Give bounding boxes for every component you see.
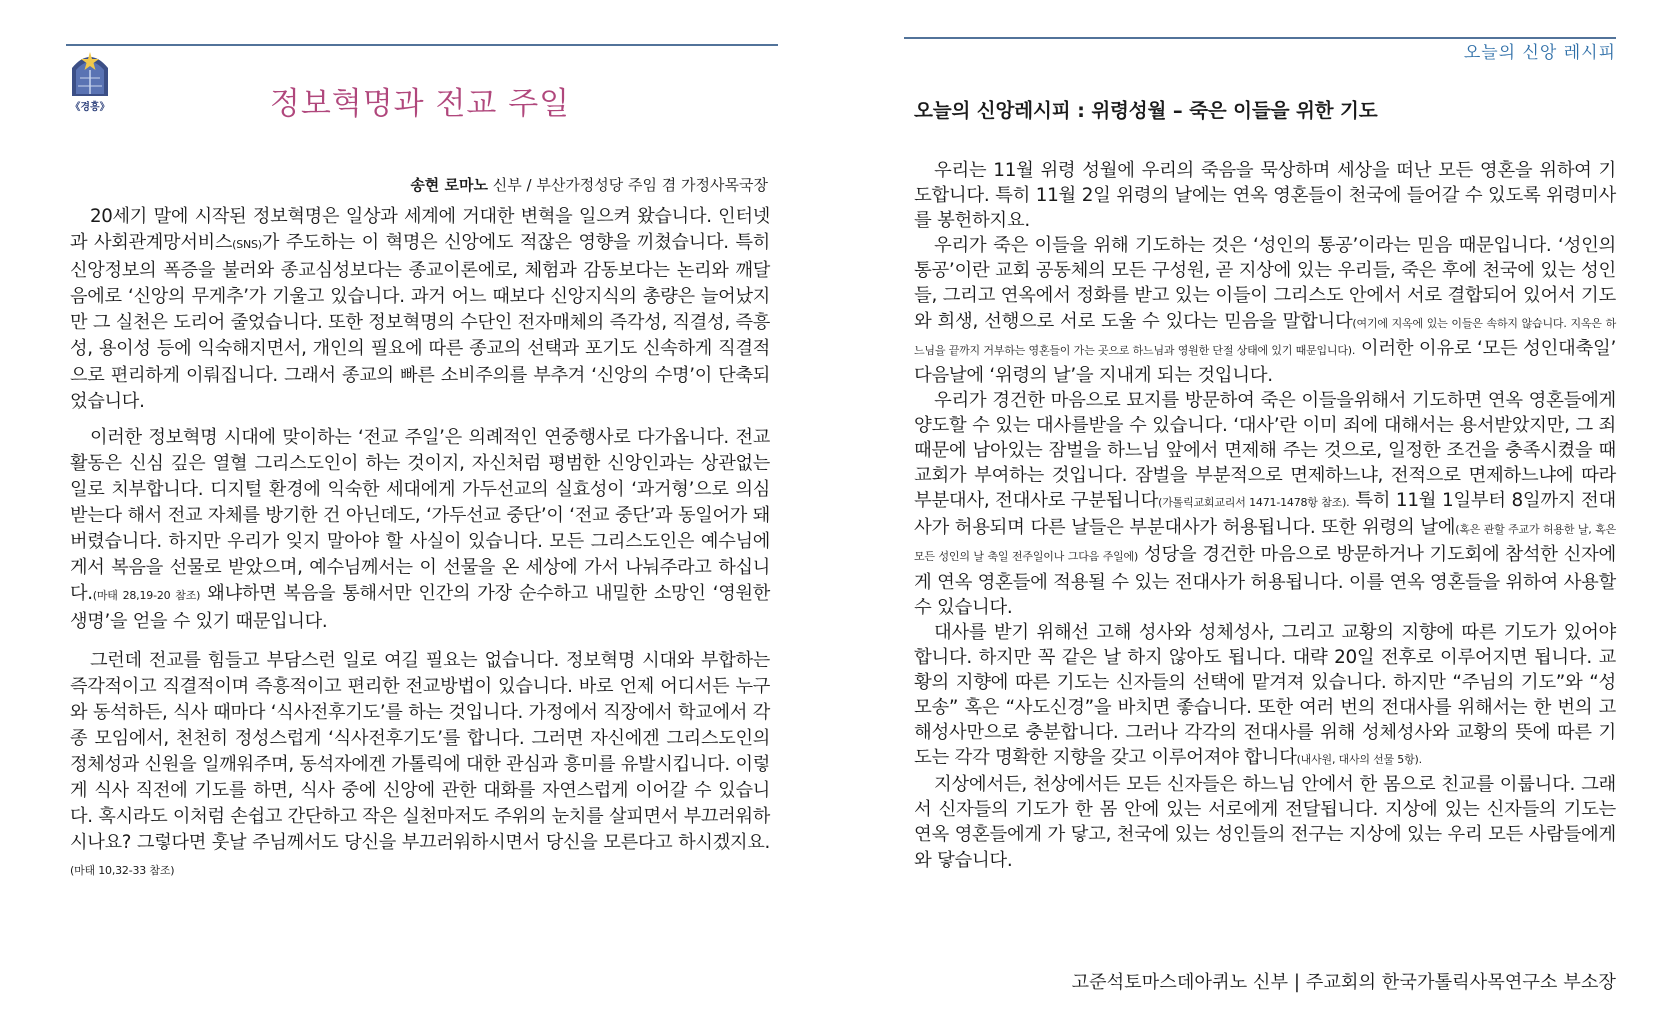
article-body-left xyxy=(70,204,770,894)
page-title: 정보혁명과 전교 주일 xyxy=(269,86,571,122)
paragraph-text: 특히 11월 1일부터 8일까지 전대사가 허용되며 다른 날들은 부분대사가 허용됩니다. 또한 위령의 날에 xyxy=(914,490,1616,539)
parish-logo-icon xyxy=(68,48,112,118)
left-page xyxy=(0,0,830,1020)
paragraph xyxy=(914,388,1616,620)
author-line: 고준석토마스데아퀴노 신부 | 주교회의 한국가톨릭사목연구소 부소장 xyxy=(1071,972,1616,993)
citation: (혹은 관할 주교가 허용한 날, 혹은 모든 성인의 날 축일 전주일이나 그다음 주일에) xyxy=(914,523,1616,564)
paragraph xyxy=(70,648,770,885)
citation: (마태 28,19-20 참조) xyxy=(92,589,201,603)
paragraph: 지상에서든, 천상에서든 모든 신자들은 하느님 안에서 한 몸으로 친교를 이룹니다. 그래서 신자들의 기도가 한 몸 안에 있는 서로에게 전달됩니다. 지상에 있는 신자들의 기도는 연옥 영혼들에게 가 닿고, 천국에 있는 성인들의 전구는 지상에 있는 우리 모든 사람들에게 와 닿습니다. xyxy=(914,774,1616,871)
citation: (가톨릭교회교리서 1471-1478항 참조). xyxy=(1158,496,1350,510)
paragraph-text: 그런데 전교를 힘들고 부담스런 일로 여길 필요는 없습니다. 정보혁명 시대와 부합하는 즉각적이고 직결적이며 즉흥적이고 편리한 전교방법이 있습니다. 바로 언제 어디서든 누구와 동석하든, 식사 때마다 ‘식사전후기도’를 하는 것입니다. 가정에서 직장에서 학교에서 각종 모임에서, 천천히 정성스럽게 ‘식사전후기도’를 합니다. 그러면 자신에겐 그리스도인의 정체성과 신원을 일깨워주며, 동석자에겐 가톨릭에 대한 관심과 흥미를 유발시킵니다. 이렇게 식사 직전에 기도를 하면, 식사 중에 신앙에 관한 대화를 자연스럽게 이어갈 수 있습니다. 혹시라도 이처럼 손쉽고 간단하고 작은 실천마저도 주위의 눈치를 살피면서 부끄러워하시나요? 그렇다면 훗날 주님께서도 당신을 부끄러워하시면서 당신을 모른다고 하시겠지요. xyxy=(70,649,770,854)
paragraph xyxy=(70,204,770,415)
right-page xyxy=(840,0,1680,1020)
paragraph: 우리는 11월 위령 성월에 우리의 죽음을 묵상하며 세상을 떠난 모든 영혼을 위하여 기도합니다. 특히 11월 2일 위령의 날에는 연옥 영혼들이 천국에 들어갈 수 있도록 위령미사를 봉헌하지요. xyxy=(914,160,1616,232)
citation: (여기에 지옥에 있는 이들은 속하지 않습니다. 지옥은 하느님을 끝까지 거부하는 영혼들이 가는 곳으로 하느님과 영원한 단절 상태에 있기 때문입니다). xyxy=(914,316,1616,357)
top-rule xyxy=(66,44,778,46)
inline-note: (SNS) xyxy=(232,238,262,252)
article-heading: 오늘의 신앙레시피 : 위령성월 – 죽은 이들을 위한 기도 xyxy=(914,99,1378,122)
article-body-right xyxy=(914,158,1616,873)
running-head: 오늘의 신앙 레시피 xyxy=(1463,43,1616,63)
paragraph-text: 성당을 경건한 마음으로 방문하거나 기도회에 참석한 신자에게 연옥 영혼들에 적용될 수 있는 전대사가 허용됩니다. 이를 연옥 영혼들을 위하여 사용할 수 있습니다. xyxy=(914,544,1616,618)
paragraph-text: 가 주도하는 이 혁명은 신앙에도 적잖은 영향을 끼쳤습니다. 특히 신앙정보의 폭증을 불러와 종교심성보다는 종교이론에로, 체험과 감동보다는 논리와 깨달음에로 ‘신앙의 무게추’가 기울고 있습니다. 과거 어느 때보다 신앙지식의 총량은 늘어났지만 그 실천은 도리어 줄었습니다. 또한 정보혁명의 수단인 전자매체의 즉각성, 직결성, 즉흥성, 용이성 등에 익숙해지면서, 개인의 필요에 따른 종교의 선택과 포기도 신속하게 직결적으로 편리하게 이뤄집니다. 그래서 종교의 빠른 소비주의를 부추겨 ‘신앙의 수명’이 단축되었습니다. xyxy=(70,232,770,412)
paragraph xyxy=(914,620,1616,773)
paragraph-text: 왜냐하면 복음을 통해서만 인간의 가장 순수하고 내밀한 소망인 ‘영원한 생명’을 얻을 수 있기 때문입니다. xyxy=(70,583,770,633)
paragraph xyxy=(70,425,770,636)
paragraph-text: 이러한 정보혁명 시대에 맞이하는 ‘전교 주일’은 의례적인 연중행사로 다가옵니다. 전교 활동은 신심 깊은 열혈 그리스도인이 하는 것이지, 자신처럼 평범한 신앙인과는 상관없는 일로 치부합니다. 디지털 환경에 익숙한 세대에게 가두선교의 실효성이 ‘과거형’으로 의심받는다 해서 전교 자체를 방기한 건 아닌데도, ‘가두선교 중단’이 ‘전교 중단’과 동일어가 돼버렸습니다. 하지만 우리가 잊지 말아야 할 사실이 있습니다. 모든 그리스도인은 예수님에게서 복음을 선물로 받았으며, 예수님께서는 이 선물을 온 세상에 가서 나눠주라고 하십니다. xyxy=(70,426,770,605)
byline-name: 송현 로마노 xyxy=(410,176,488,194)
byline xyxy=(60,174,768,195)
paragraph-text: 이러한 이유로 ‘모든 성인대축일’ 다음날에 ‘위령의 날’을 지내게 되는 것입니다. xyxy=(914,337,1617,386)
paragraph-text: 대사를 받기 위해선 고해 성사와 성체성사, 그리고 교황의 지향에 따른 기도가 있어야 합니다. 하지만 꼭 같은 날 하지 않아도 됩니다. 대략 20일 전후로 이루어지면 됩니다. 교황의 지향에 따른 기도는 신자들의 선택에 맡겨져 있습니다. 하지만 “주님의 기도”와 “성모송” 혹은 “사도신경”을 바치면 좋습니다. 또한 여러 번의 전대사를 위해서는 한 번의 고해성사만으로 충분합니다. 그러나 각각의 전대사를 위해 성체성사와 교황의 뜻에 따른 기도는 각각 명확한 지향을 갖고 이루어져야 합니다 xyxy=(914,621,1616,769)
logo-text: 《경흥》 xyxy=(70,102,110,113)
byline-role: 신부 / 부산가정성당 주임 겸 가정사목국장 xyxy=(488,176,768,194)
paragraph-text: 20세기 말에 시작된 정보혁명은 일상과 세계에 거대한 변혁을 일으켜 왔습니다. 인터넷과 사회관계망서비스 xyxy=(70,206,770,254)
citation: (내사원, 대사의 선물 5항). xyxy=(1296,753,1422,767)
paragraph-text: 우리가 경건한 마음으로 묘지를 방문하여 죽은 이들을위해서 기도하면 연옥 영혼들에게 양도할 수 있는 대사를받을 수 있습니다. ‘대사’란 이미 죄에 대해서는 용서받았지만, 그 죄 때문에 남아있는 잠벌을 하느님 앞에서 면제해 주는 것으로, 일정한 조건을 충족시켰을 때 교회가 부여하는 것입니다. 잠벌을 부분적으로 면제하느냐, 전적으로 면제하느냐에 따라 부분대사, 전대사로 구분됩니다 xyxy=(914,389,1616,512)
paragraph xyxy=(914,233,1616,388)
paragraph-text: 우리가 죽은 이들을 위해 기도하는 것은 ‘성인의 통공’이라는 믿음 때문입니다. ‘성인의 통공’이란 교회 공동체의 모든 구성원, 곧 지상에 있는 우리들, 죽은 후에 천국에 있는 성인들, 그리고 연옥에서 정화를 받고 있는 이들이 그리스도 안에서 서로 결합되어 있어서 기도와 희생, 선행으로 서로 도울 수 있다는 믿음을 말합니다 xyxy=(914,235,1616,332)
citation: (마태 10,32-33 참조) xyxy=(70,864,175,878)
